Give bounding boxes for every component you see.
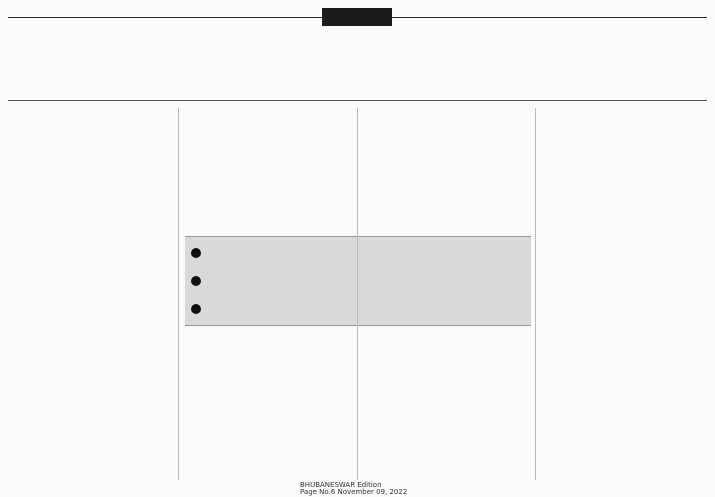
edition-label: BHUBANESWAR Edition	[300, 481, 382, 489]
article-headline	[10, 32, 705, 98]
column-divider	[535, 108, 536, 480]
masthead-label	[322, 8, 392, 26]
callout-item-1	[191, 241, 527, 265]
article-column-4	[540, 108, 708, 480]
highlight-callout-box	[185, 236, 531, 326]
headline-rule	[8, 100, 707, 101]
callout-item-3	[191, 297, 527, 321]
column-divider	[178, 108, 179, 480]
page-date-label: Page No.6 November 09, 2022	[300, 488, 408, 496]
callout-item-2	[191, 269, 527, 293]
column-divider	[357, 108, 358, 480]
article-column-3-top	[362, 108, 532, 234]
article-column-2-top	[183, 108, 353, 234]
bullet-icon	[191, 304, 201, 314]
bullet-icon	[191, 248, 201, 258]
article-column-1	[10, 108, 175, 480]
article-column-2-bottom	[183, 330, 353, 480]
bullet-icon	[191, 276, 201, 286]
article-column-3-bottom	[362, 330, 532, 480]
page-footer	[300, 482, 500, 496]
